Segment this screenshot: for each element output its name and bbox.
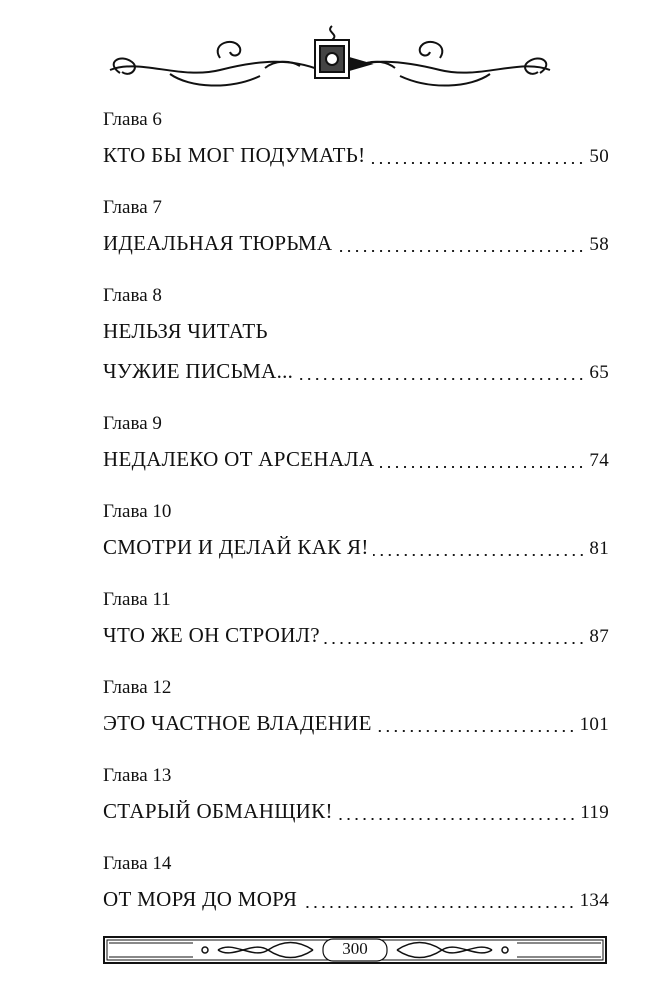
dot-leader <box>336 250 585 252</box>
chapter-title: КТО БЫ МОГ ПОДУМАТЬ! <box>103 143 366 167</box>
page-number: 58 <box>589 234 609 255</box>
page-number: 134 <box>579 890 609 911</box>
page-number: 65 <box>589 362 609 383</box>
page-number: 74 <box>589 450 609 471</box>
chapter-title: ОТ МОРЯ ДО МОРЯ <box>103 887 298 911</box>
chapter-label: Глава 6 <box>103 109 162 130</box>
dot-leader <box>376 730 576 732</box>
page-number-footer: 300 <box>342 939 368 958</box>
dot-leader <box>324 642 586 644</box>
chapter-title: ИДЕАЛЬНАЯ ТЮРЬМА <box>103 231 333 255</box>
chapter-label: Глава 10 <box>103 501 172 522</box>
chapter-label: Глава 11 <box>103 589 171 610</box>
toc-entry-chapter-11[interactable] <box>103 588 609 650</box>
dot-leader <box>378 466 585 468</box>
chapter-title: СМОТРИ И ДЕЛАЙ КАК Я! <box>103 535 369 559</box>
chapter-label: Глава 13 <box>103 765 172 786</box>
chapter-title: НЕДАЛЕКО ОТ АРСЕНАЛА <box>103 447 375 471</box>
chapter-title: ЭТО ЧАСТНОЕ ВЛАДЕНИЕ <box>103 711 372 735</box>
page-number: 50 <box>589 146 609 167</box>
dot-leader <box>297 378 585 380</box>
page-number: 81 <box>589 538 609 559</box>
chapter-title-line-1: НЕЛЬЗЯ ЧИТАТЬ <box>103 319 268 343</box>
toc-entry-chapter-14[interactable] <box>103 852 609 914</box>
dot-leader <box>301 906 575 908</box>
top-ornament-icon <box>100 18 560 104</box>
chapter-label: Глава 9 <box>103 413 162 434</box>
dot-leader <box>369 162 585 164</box>
toc-entry-chapter-9[interactable] <box>103 412 609 474</box>
toc-entry-chapter-6[interactable] <box>103 108 609 170</box>
chapter-title: СТАРЫЙ ОБМАНЩИК! <box>103 799 333 823</box>
page-number: 119 <box>580 802 609 823</box>
dot-leader <box>337 818 577 820</box>
toc-entry-chapter-13[interactable] <box>103 764 609 826</box>
toc-entry-chapter-12[interactable] <box>103 676 609 738</box>
page-number: 87 <box>589 626 609 647</box>
chapter-label: Глава 14 <box>103 853 172 874</box>
chapter-label: Глава 7 <box>103 197 162 218</box>
table-of-contents <box>103 108 609 940</box>
chapter-title: ЧУЖИЕ ПИСЬМА... <box>103 359 294 383</box>
page-footer <box>103 935 607 965</box>
toc-entry-chapter-8[interactable] <box>103 284 609 386</box>
chapter-label: Глава 8 <box>103 285 162 306</box>
chapter-label: Глава 12 <box>103 677 172 698</box>
dot-leader <box>373 554 586 556</box>
toc-entry-chapter-10[interactable] <box>103 500 609 562</box>
chapter-title: ЧТО ЖЕ ОН СТРОИЛ? <box>103 623 320 647</box>
page-number: 101 <box>579 714 609 735</box>
toc-entry-chapter-7[interactable] <box>103 196 609 258</box>
